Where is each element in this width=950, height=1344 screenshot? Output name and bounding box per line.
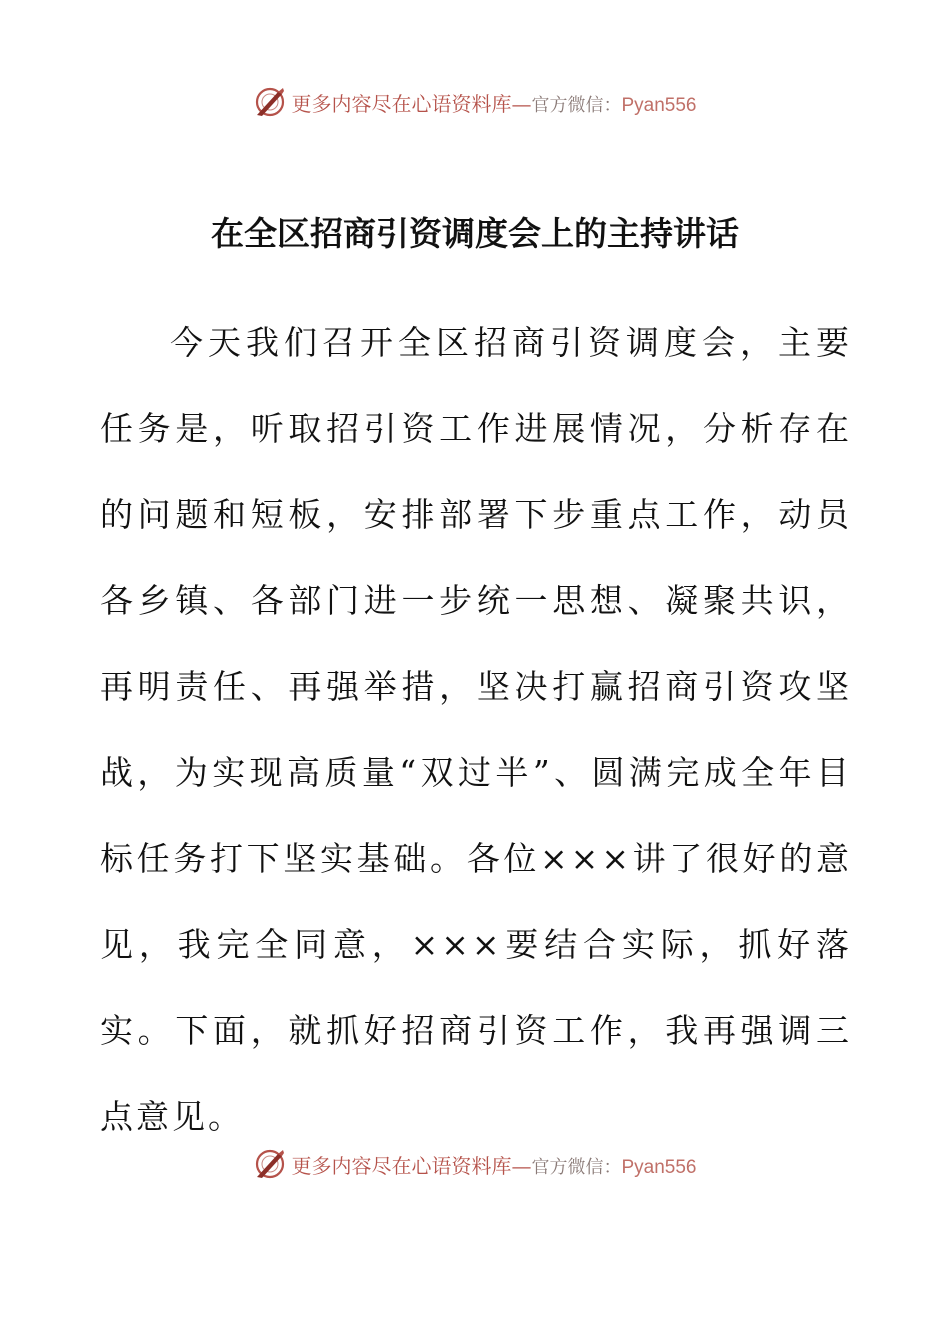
footer-label: 官方微信： xyxy=(531,1156,622,1178)
header-label: 官方微信： xyxy=(531,94,622,116)
header-banner xyxy=(0,80,950,124)
footer-banner xyxy=(0,1142,950,1186)
pen-circle-logo-icon xyxy=(253,85,287,119)
header-separator: — xyxy=(511,91,532,116)
header-brand: 更多内容尽在心语资料库 xyxy=(291,91,512,116)
footer-banner-text xyxy=(291,1150,696,1179)
footer-wechat-id: Pyan556 xyxy=(621,1156,697,1178)
header-banner-text xyxy=(291,88,696,117)
footer-separator: — xyxy=(511,1153,532,1178)
document-title: 在全区招商引资调度会上的主持讲话 xyxy=(211,214,739,253)
document-paragraph: 今天我们召开全区招商引资调度会，主要任务是，听取招引资工作进展情况，分析存在的问题和短板，安排部署下步重点工作，动员各乡镇、各部门进一步统一思想、凝聚共识，再明责任、再强举措，坚决打赢招商引资攻坚战，为实现高质量“双过半”、圆满完成全年目标任务打下坚实基础。各位×××讲了很好的意见，我完全同意，×××要结合实际，抓好落实。下面，就抓好招商引资工作，我再强调三点意见。 xyxy=(100,323,852,1136)
header-wechat-id: Pyan556 xyxy=(621,94,697,116)
pen-circle-logo-icon xyxy=(253,1147,287,1181)
footer-brand: 更多内容尽在心语资料库 xyxy=(291,1153,512,1178)
